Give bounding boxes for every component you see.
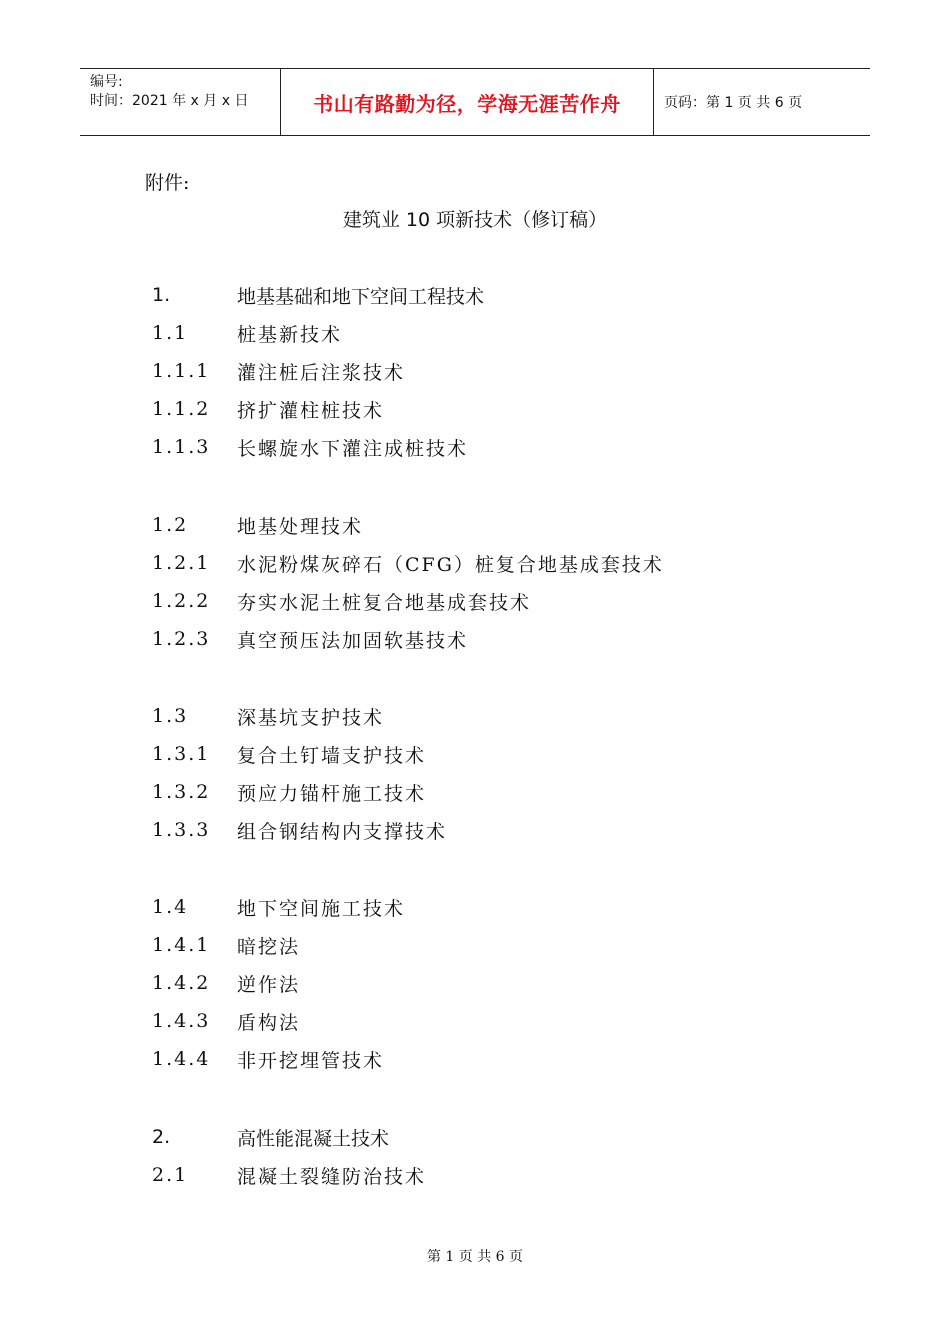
outline-item-number: 1.2.1 xyxy=(152,552,211,574)
outline-item-number: 1.1.3 xyxy=(152,436,211,458)
outline-item-number: 1.3.1 xyxy=(152,743,211,765)
outline-item-text: 深基坑支护技术 xyxy=(237,706,385,729)
outline-item-number: 1.1 xyxy=(152,322,189,344)
outline-item-number: 1.3.3 xyxy=(152,819,211,841)
outline-item-number: 1.4.4 xyxy=(152,1048,211,1070)
page-footer: 第 1 页 共 6 页 xyxy=(426,1249,524,1265)
outline-item-text: 真空预压法加固软基技术 xyxy=(237,629,469,652)
outline-item-text: 复合土钉墙支护技术 xyxy=(237,744,427,767)
outline-item-number: 1.4 xyxy=(152,896,189,918)
outline-item-number: 2.1 xyxy=(152,1164,189,1186)
outline-item-number: 1.1.2 xyxy=(152,398,211,420)
header-page-info: 页码：第 1 页 共 6 页 xyxy=(664,95,803,111)
outline-item-number: 1.4.3 xyxy=(152,1010,211,1032)
outline-item-text: 混凝土裂缝防治技术 xyxy=(237,1165,427,1188)
outline-item-number: 2. xyxy=(152,1126,171,1148)
outline-item-text: 盾构法 xyxy=(237,1011,301,1034)
outline-item-text: 地基基础和地下空间工程技术 xyxy=(237,285,485,308)
outline-item-number: 1.3.2 xyxy=(152,781,211,803)
number-label: 编号: xyxy=(90,74,123,90)
header-motto: 书山有路勤为径，学海无涯苦作舟 xyxy=(281,69,654,135)
outline-item-text: 预应力锚杆施工技术 xyxy=(237,782,427,805)
time-label: 时间：2021 年 x 月 x 日 xyxy=(90,93,249,109)
outline-item-number: 1.2.3 xyxy=(152,628,211,650)
outline-item-text: 非开挖埋管技术 xyxy=(237,1049,385,1072)
outline-item-number: 1.4.2 xyxy=(152,972,211,994)
outline-item-text: 桩基新技术 xyxy=(237,323,343,346)
page-header xyxy=(80,68,870,136)
attachment-label: 附件: xyxy=(145,172,190,194)
outline-item-text: 地下空间施工技术 xyxy=(237,897,406,920)
outline-item-number: 1.2 xyxy=(152,514,189,536)
outline-item-text: 挤扩灌柱桩技术 xyxy=(237,399,385,422)
outline-item-number: 1.1.1 xyxy=(152,360,211,382)
outline-item-number: 1.4.1 xyxy=(152,934,211,956)
outline-item-text: 高性能混凝土技术 xyxy=(237,1127,390,1150)
outline-item-text: 长螺旋水下灌注成桩技术 xyxy=(237,437,469,460)
outline-item-text: 水泥粉煤灰碎石（CFG）桩复合地基成套技术 xyxy=(237,553,664,576)
document-title: 建筑业 10 项新技术（修订稿） xyxy=(342,209,608,231)
outline-item-text: 暗挖法 xyxy=(237,935,301,958)
outline-item-text: 逆作法 xyxy=(237,973,301,996)
outline-item-text: 灌注桩后注浆技术 xyxy=(237,361,406,384)
outline-item-number: 1. xyxy=(152,284,171,306)
header-meta xyxy=(80,69,281,135)
outline-item-number: 1.2.2 xyxy=(152,590,211,612)
outline-item-text: 地基处理技术 xyxy=(237,515,364,538)
outline-item-text: 组合钢结构内支撑技术 xyxy=(237,820,448,843)
outline-item-text: 夯实水泥土桩复合地基成套技术 xyxy=(237,591,532,614)
outline-item-number: 1.3 xyxy=(152,705,189,727)
